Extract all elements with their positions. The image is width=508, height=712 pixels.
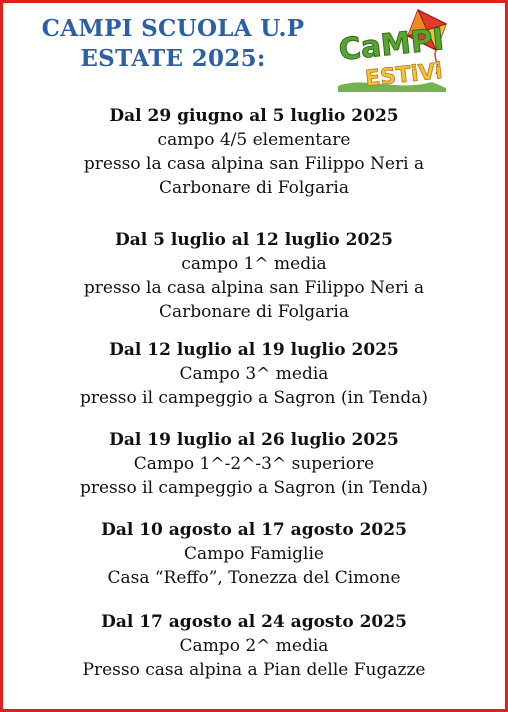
title-line-1: CAMPI SCUOLA U.P [41,15,305,42]
camp-entry [3,104,505,200]
camp-entry [3,518,505,590]
camp-location: Carbonare di Folgaria [158,302,350,322]
camp-dates: Dal 17 agosto al 24 agosto 2025 [101,612,407,632]
camp-type: Campo 1^-2^-3^ superiore [133,454,375,474]
campi-estivi-logo [336,6,472,98]
camp-location: presso il campeggio a Sagron (in Tenda) [79,388,428,408]
logo-wordmark-line-2: ESTiVi [364,58,444,92]
camp-dates: Dal 12 luglio al 19 luglio 2025 [109,340,399,360]
title-line-2: ESTATE 2025: [80,45,266,72]
camp-entry [3,610,505,682]
camp-dates: Dal 19 luglio al 26 luglio 2025 [109,430,399,450]
camp-type: campo 4/5 elementare [157,130,351,150]
camp-location: Casa “Reffo”, Tonezza del Cimone [107,568,401,588]
camp-location: presso il campeggio a Sagron (in Tenda) [79,478,428,498]
camp-entry [3,338,505,410]
camp-entry [3,228,505,324]
camp-type: campo 1^ media [181,254,327,274]
camp-location: Carbonare di Folgaria [158,178,350,198]
camp-location: presso la casa alpina san Filippo Neri a [83,154,425,174]
camp-dates: Dal 29 giugno al 5 luglio 2025 [109,106,399,126]
camp-entry [3,428,505,500]
logo-wordmark-line-1: CaMPI [337,22,446,68]
camp-location: Presso casa alpina a Pian delle Fugazze [82,660,426,680]
camp-location: presso la casa alpina san Filippo Neri a [83,278,425,298]
page-title [28,14,318,74]
camp-type: Campo 2^ media [179,636,329,656]
camp-dates: Dal 10 agosto al 17 agosto 2025 [101,520,407,540]
camp-type: Campo 3^ media [179,364,329,384]
camp-type: Campo Famiglie [184,544,324,564]
camp-dates: Dal 5 luglio al 12 luglio 2025 [115,230,393,250]
